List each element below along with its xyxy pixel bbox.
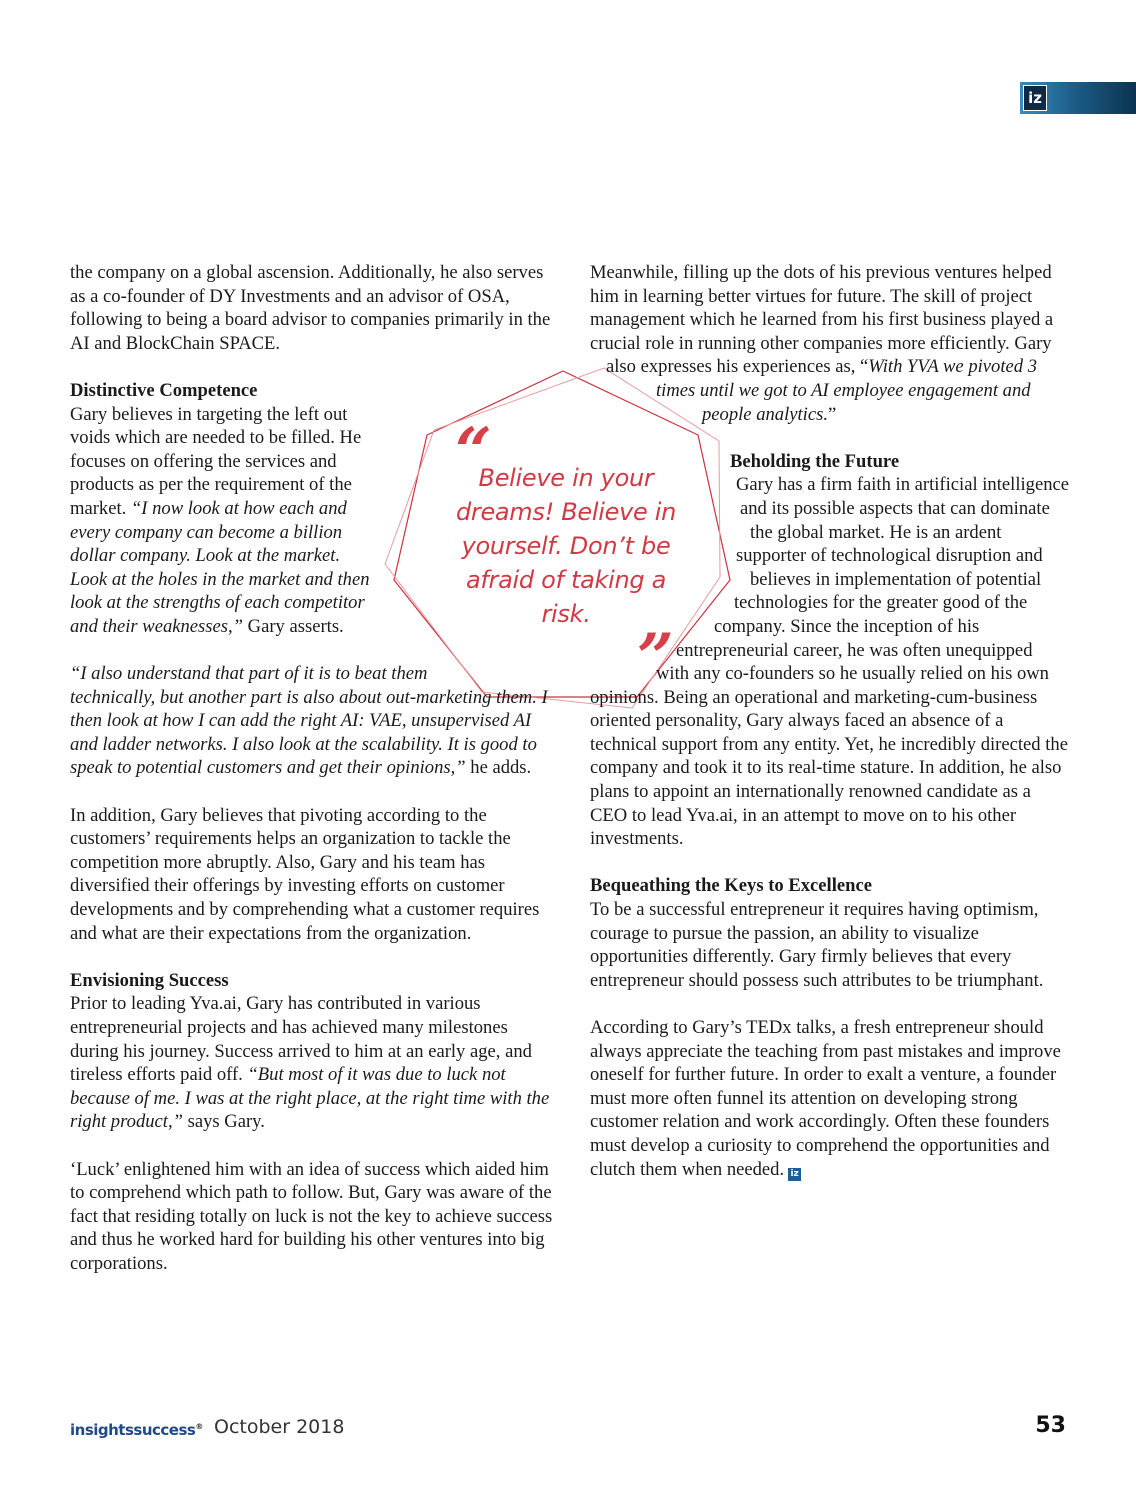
future-paragraph: Gary has a firm faith in artificial intelligence and its possible aspects that can dominate the global market. He is an ardent supporter of technological disruption and believes in implementation of potential technologies for the greater good of the company. Since the inception of his entrepreneurial career, he was often unequipped with any co-founders so he usually relied on his own opinions. Being an operational and marketing-cum-business oriented personality, Gary always faced an absence of a technical support from any entity. Yet, he incredibly directed the company and took it to its real-time stature. In addition, he also plans to appoint an internationally renowned candidate as a CEO to lead Yva.ai, in an attempt to move on to his other investments.: [590, 474, 1069, 850]
right-intro-close: ”: [828, 403, 837, 425]
right-column: [590, 261, 1070, 1181]
page-number: 53: [1035, 1413, 1066, 1438]
competence-attribution: Gary asserts.: [247, 615, 344, 637]
brand-name: insightssuccess: [70, 1421, 196, 1439]
magazine-logo-icon: iz: [1023, 85, 1047, 111]
right-intro-text: Meanwhile, filling up the dots of his previous ventures helped him in learning better virtues for future. The skill of project management which he learned from his first business played a crucial role in running other companies more efficiently. Gary also expresses his experiences as, “: [590, 262, 1054, 378]
success-paragraph-2: ‘Luck’ enlightened him with an idea of success which aided him to comprehend which path to follow. But, Gary was aware of the fact that residing totally on luck is not the key to achieve success and thus he worked hard for building his other ventures into big corporations.: [70, 1158, 553, 1274]
article-end-icon: iz: [788, 1168, 801, 1181]
success-text: Prior to leading Yva.ai, Gary has contributed in various entrepreneurial projects and has achieved many milestones during his journey. Success arrived to him at an early age, and tireless efforts paid off.: [70, 993, 532, 1086]
competence-paragraph-2: [70, 662, 556, 780]
success-paragraph-1: [70, 992, 556, 1134]
success-quote: “But most of it was due to luck not because of me. I was at the right place, at the right time with the right product,”: [70, 1064, 550, 1133]
pull-quote: Believe in your dreams! Believe in yourself. Don’t be afraid of taking a risk.: [455, 464, 677, 628]
registered-mark: ®: [195, 1422, 203, 1431]
section-tab: [1020, 82, 1136, 114]
footer-brand-logo: [70, 1414, 203, 1440]
keys-paragraph-1: To be a successful entrepreneur it requires having optimism, courage to pursue the passion, an ability to visualize opportunities differently. Gary firmly believes that every entrepreneur should possess such attributes to be triumphant.: [590, 899, 1044, 991]
close-quote-icon: ”: [637, 620, 674, 695]
competence-quote: “I now look at how each and every company can become a billion dollar company. Look at the market. Look at the holes in the market and then look at the strengths of each competitor and their weaknesses,”: [70, 497, 370, 637]
issue-date: October 2018: [214, 1416, 345, 1438]
open-quote-icon: “: [455, 414, 492, 489]
heading-bequeathing-keys: Bequeathing the Keys to Excellence: [590, 875, 872, 897]
heading-distinctive-competence: Distinctive Competence: [70, 379, 258, 401]
success-attribution: says Gary.: [187, 1111, 265, 1133]
competence-quote-2: “I also understand that part of it is to beat them technically, but another part is also about out-marketing them. I then look at how I can add the right AI: VAE, unsupervised AI and ladder networks. I also look at the scalability. It is good to speak to potential customers and get their opinions,”: [70, 663, 548, 779]
heading-envisioning-success: Envisioning Success: [70, 969, 229, 991]
left-intro-paragraph: the company on a global ascension. Additionally, he also serves as a co-founder of DY Investments and an advisor of OSA, following to being a board advisor to companies primarily in the AI and BlockChain SPACE.: [70, 262, 551, 354]
heading-beholding-future: Beholding the Future: [730, 450, 900, 472]
competence-attribution-2: he adds.: [470, 757, 532, 779]
right-intro-paragraph: [590, 261, 1070, 426]
right-intro-quote: With YVA we pivoted 3 times until we got to AI employee engagement and people analytics.: [656, 356, 1038, 425]
competence-text: Gary believes in targeting the left out voids which are needed to be filled. He focuses on offering the services and products as per the requirement of the market.: [70, 403, 362, 519]
competence-paragraph-3: In addition, Gary believes that pivoting according to the customers’ requirements helps an organization to tackle the competition more abruptly. Also, Gary and his team has diversified their offerings by investing efforts on customer developments and by comprehending what a customer requires and what are their expectations from the organization.: [70, 804, 540, 944]
keys-paragraph-2-text: According to Gary’s TEDx talks, a fresh entrepreneur should always appreciate the teaching from past mistakes and improve oneself for further future. In order to exalt a venture, a founder must more often funnel its attention on developing strong customer relation and work accordingly. Often these founders must develop a curiosity to comprehend the opportunities and clutch them when needed.: [590, 1017, 1061, 1180]
keys-paragraph-2: [590, 1016, 1070, 1181]
